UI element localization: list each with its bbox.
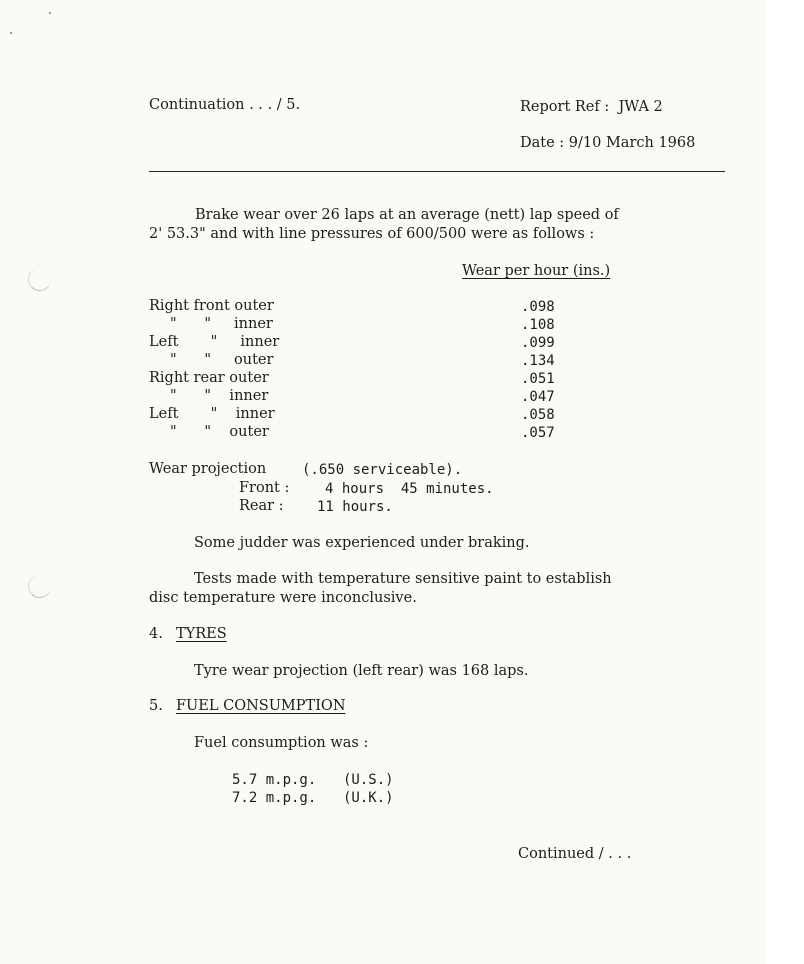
wear-row-label: " " inner [170,316,273,332]
wear-row-label: " " outer [170,352,274,368]
wear-row-label: Right front outer [149,298,274,314]
wear-row-value: .108 [521,317,555,333]
tests-line-1: Tests made with temperature sensitive paint to establish [194,571,612,587]
projection-rear-label: Rear : [239,498,284,514]
header-divider [149,171,725,172]
wear-row-label: " " outer [170,424,269,440]
projection-front-value: 4 hours 45 minutes. [325,481,494,497]
report-date: Date : 9/10 March 1968 [520,135,696,151]
projection-note: (.650 serviceable). [302,462,463,478]
wear-row-value: .134 [521,353,555,369]
punch-hole-mark [28,575,51,598]
report-ref: Report Ref : JWA 2 [520,99,663,115]
fuel-uk-unit: (U.K.) [343,790,394,806]
wear-row-label: Right rear outer [149,370,269,386]
paper-speck [49,12,51,14]
projection-rear-value: 11 hours. [317,499,393,515]
tyres-heading: TYRES [176,626,227,642]
wear-row-label: " " inner [170,388,269,404]
projection-front-label: Front : [239,480,290,496]
fuel-us-unit: (U.S.) [343,772,394,788]
fuel-heading: FUEL CONSUMPTION [176,698,346,714]
fuel-us-value: 5.7 m.p.g. [232,772,317,788]
wear-row-value: .058 [521,407,555,423]
projection-title: Wear projection [149,461,267,477]
wear-row-value: .047 [521,389,555,405]
fuel-uk-value: 7.2 m.p.g. [232,790,317,806]
wear-row-label: Left " inner [149,334,280,350]
fuel-number: 5. [149,698,163,714]
continued-label: Continued / . . . [518,846,632,862]
tyres-text: Tyre wear projection (left rear) was 168 laps. [194,663,529,679]
tyres-number: 4. [149,626,163,642]
punch-hole-mark [28,268,51,291]
tests-line-2: disc temperature were inconclusive. [149,590,417,606]
continuation-label: Continuation . . . / 5. [149,97,301,113]
wear-row-value: .098 [521,299,555,315]
wear-row-value: .051 [521,371,555,387]
fuel-intro: Fuel consumption was : [194,735,369,751]
paper-speck [10,32,12,34]
wear-row-value: .057 [521,425,555,441]
wear-table-header: Wear per hour (ins.) [462,263,611,279]
wear-row-label: Left " inner [149,406,275,422]
wear-row-value: .099 [521,335,555,351]
judder-text: Some judder was experienced under braking. [194,535,530,551]
page-edge [766,0,804,964]
intro-line-2: 2' 53.3" and with line pressures of 600/500 were as follows : [149,226,595,242]
intro-line-1: Brake wear over 26 laps at an average (nett) lap speed of [195,207,619,223]
